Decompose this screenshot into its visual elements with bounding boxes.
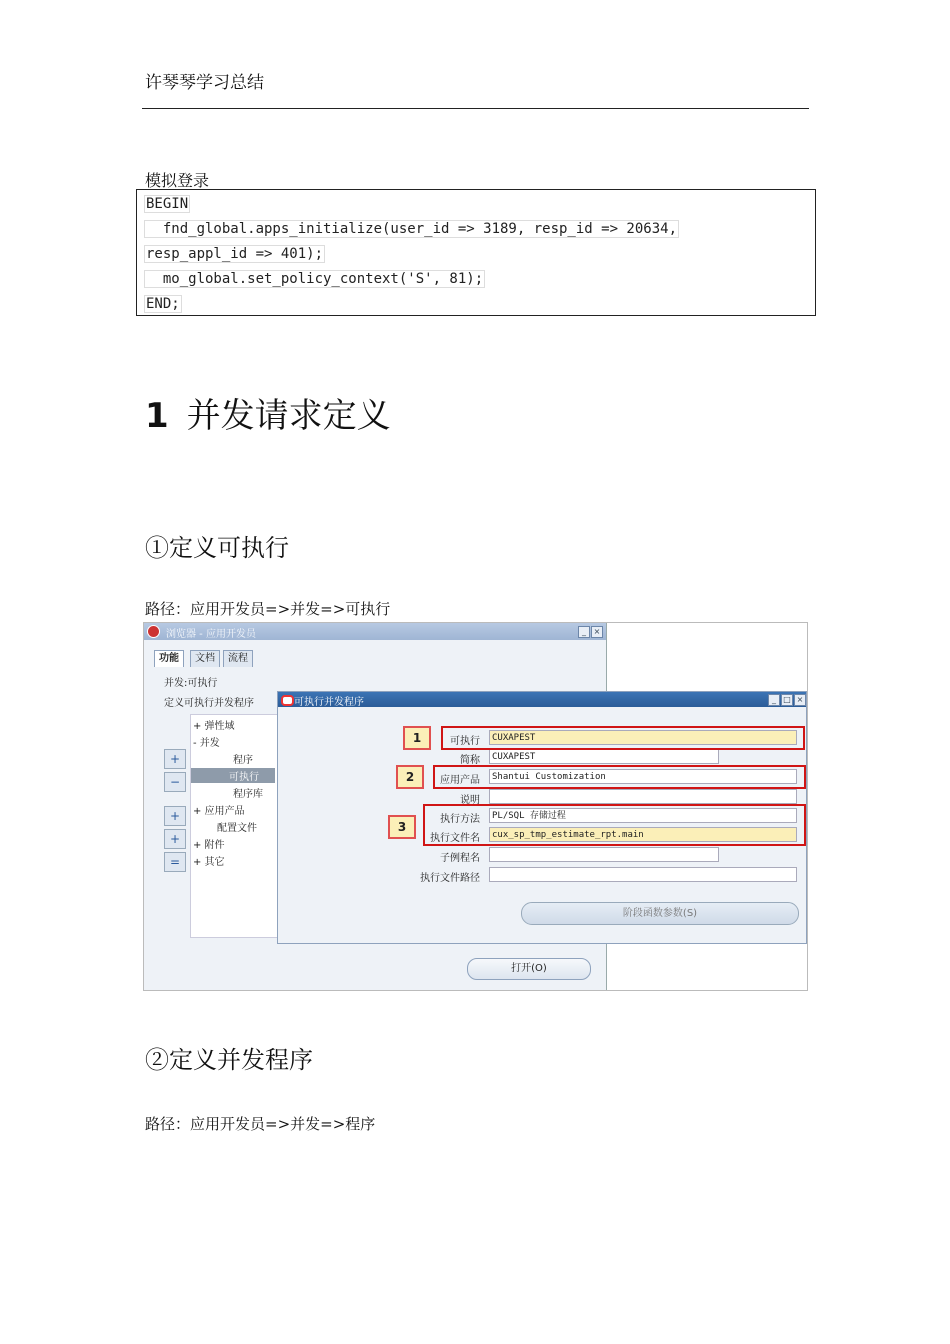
expand-all-icon[interactable]: + <box>164 829 186 849</box>
function-tree <box>190 714 282 938</box>
stage-function-parameters-button[interactable]: 阶段函数参数(S) <box>521 902 799 925</box>
step2-path: 路径：应用开发员=>并发=>程序 <box>145 1115 376 1133</box>
collapse-icon[interactable]: − <box>164 772 186 792</box>
step2-title: ②定义并发程序 <box>145 1046 313 1074</box>
method-select[interactable]: PL/SQL 存储过程 <box>489 808 797 823</box>
short-name-label: 简称 <box>460 755 480 766</box>
tree-item[interactable]: + 应用产品 <box>193 806 245 817</box>
minimize-icon[interactable]: _ <box>578 626 590 638</box>
tree-item[interactable]: 配置文件 <box>217 823 257 834</box>
expand-branch-icon[interactable]: + <box>164 806 186 826</box>
minimize-icon[interactable]: _ <box>768 694 780 706</box>
callout-badge-1: 1 <box>403 726 431 750</box>
collapse-all-icon[interactable]: = <box>164 852 186 872</box>
method-label: 执行方法 <box>440 814 480 825</box>
close-icon[interactable]: × <box>794 694 806 706</box>
executable-form-window <box>277 691 807 944</box>
executable-label: 可执行 <box>450 736 480 747</box>
login-label: 模拟登录 <box>145 171 210 190</box>
tab-documents[interactable]: 文档 <box>190 650 220 667</box>
form-title: 可执行并发程序 <box>294 697 364 708</box>
close-icon[interactable]: × <box>591 626 603 638</box>
short-name-field[interactable]: CUXAPEST <box>489 749 719 764</box>
application-field[interactable]: Shantui Customization <box>489 769 797 784</box>
filepath-field[interactable] <box>489 867 797 882</box>
navigator-title: 浏览器 - 应用开发员 <box>166 629 256 640</box>
oracle-logo-icon <box>147 625 160 638</box>
page-header: 许琴琴学习总结 <box>145 73 264 93</box>
step1-path: 路径：应用开发员=>并发=>可执行 <box>145 600 391 618</box>
file-field[interactable]: cux_sp_tmp_estimate_rpt.main <box>489 827 797 842</box>
subroutine-label: 子例程名 <box>440 853 480 864</box>
tree-item[interactable]: 程序库 <box>233 789 263 800</box>
callout-badge-2: 2 <box>396 765 424 789</box>
section-heading <box>145 388 391 437</box>
tab-functions[interactable]: 功能 <box>154 650 184 667</box>
open-button[interactable]: 打开(O) <box>467 958 591 980</box>
tree-item-selected[interactable]: 可执行 <box>191 768 275 783</box>
tree-header: 定义可执行并发程序 <box>164 698 254 709</box>
tab-processes[interactable]: 流程 <box>223 650 253 667</box>
oracle-logo-icon <box>281 695 294 706</box>
tree-item[interactable]: 程序 <box>233 755 253 766</box>
code-block <box>136 189 816 316</box>
tree-item[interactable]: + 其它 <box>193 857 225 868</box>
code-line: mo_global.set_policy_context('S', 81); <box>146 271 484 287</box>
application-label: 应用产品 <box>440 775 480 786</box>
executable-field[interactable]: CUXAPEST <box>489 730 797 745</box>
tree-item[interactable]: + 弹性域 <box>193 721 235 732</box>
form-titlebar <box>278 692 806 707</box>
code-line: resp_appl_id => 401); <box>146 246 324 262</box>
expand-icon[interactable]: + <box>164 749 186 769</box>
step1-title: ①定义可执行 <box>145 534 289 562</box>
tree-item[interactable]: + 附件 <box>193 840 225 851</box>
code-line: fnd_global.apps_initialize(user_id => 3189, resp_id => 20634, <box>146 221 678 237</box>
code-line: END; <box>146 296 180 312</box>
section-number: 1 <box>145 396 169 436</box>
subroutine-field[interactable] <box>489 847 719 862</box>
tree-item[interactable]: - 并发 <box>193 738 220 749</box>
header-rule <box>142 108 809 109</box>
highlight-box-1 <box>441 726 805 750</box>
navigator-titlebar <box>144 623 606 640</box>
file-label: 执行文件名 <box>430 833 480 844</box>
nav-label: 并发:可执行 <box>164 678 218 689</box>
maximize-icon[interactable]: □ <box>781 694 793 706</box>
ebs-screenshot <box>143 622 808 991</box>
description-label: 说明 <box>460 795 480 806</box>
highlight-box-2 <box>433 765 806 789</box>
filepath-label: 执行文件路径 <box>420 873 480 884</box>
code-line: BEGIN <box>146 196 189 212</box>
callout-badge-3: 3 <box>388 815 416 839</box>
section-title: 并发请求定义 <box>186 396 391 436</box>
highlight-box-3 <box>423 804 806 846</box>
description-field[interactable] <box>489 789 797 804</box>
